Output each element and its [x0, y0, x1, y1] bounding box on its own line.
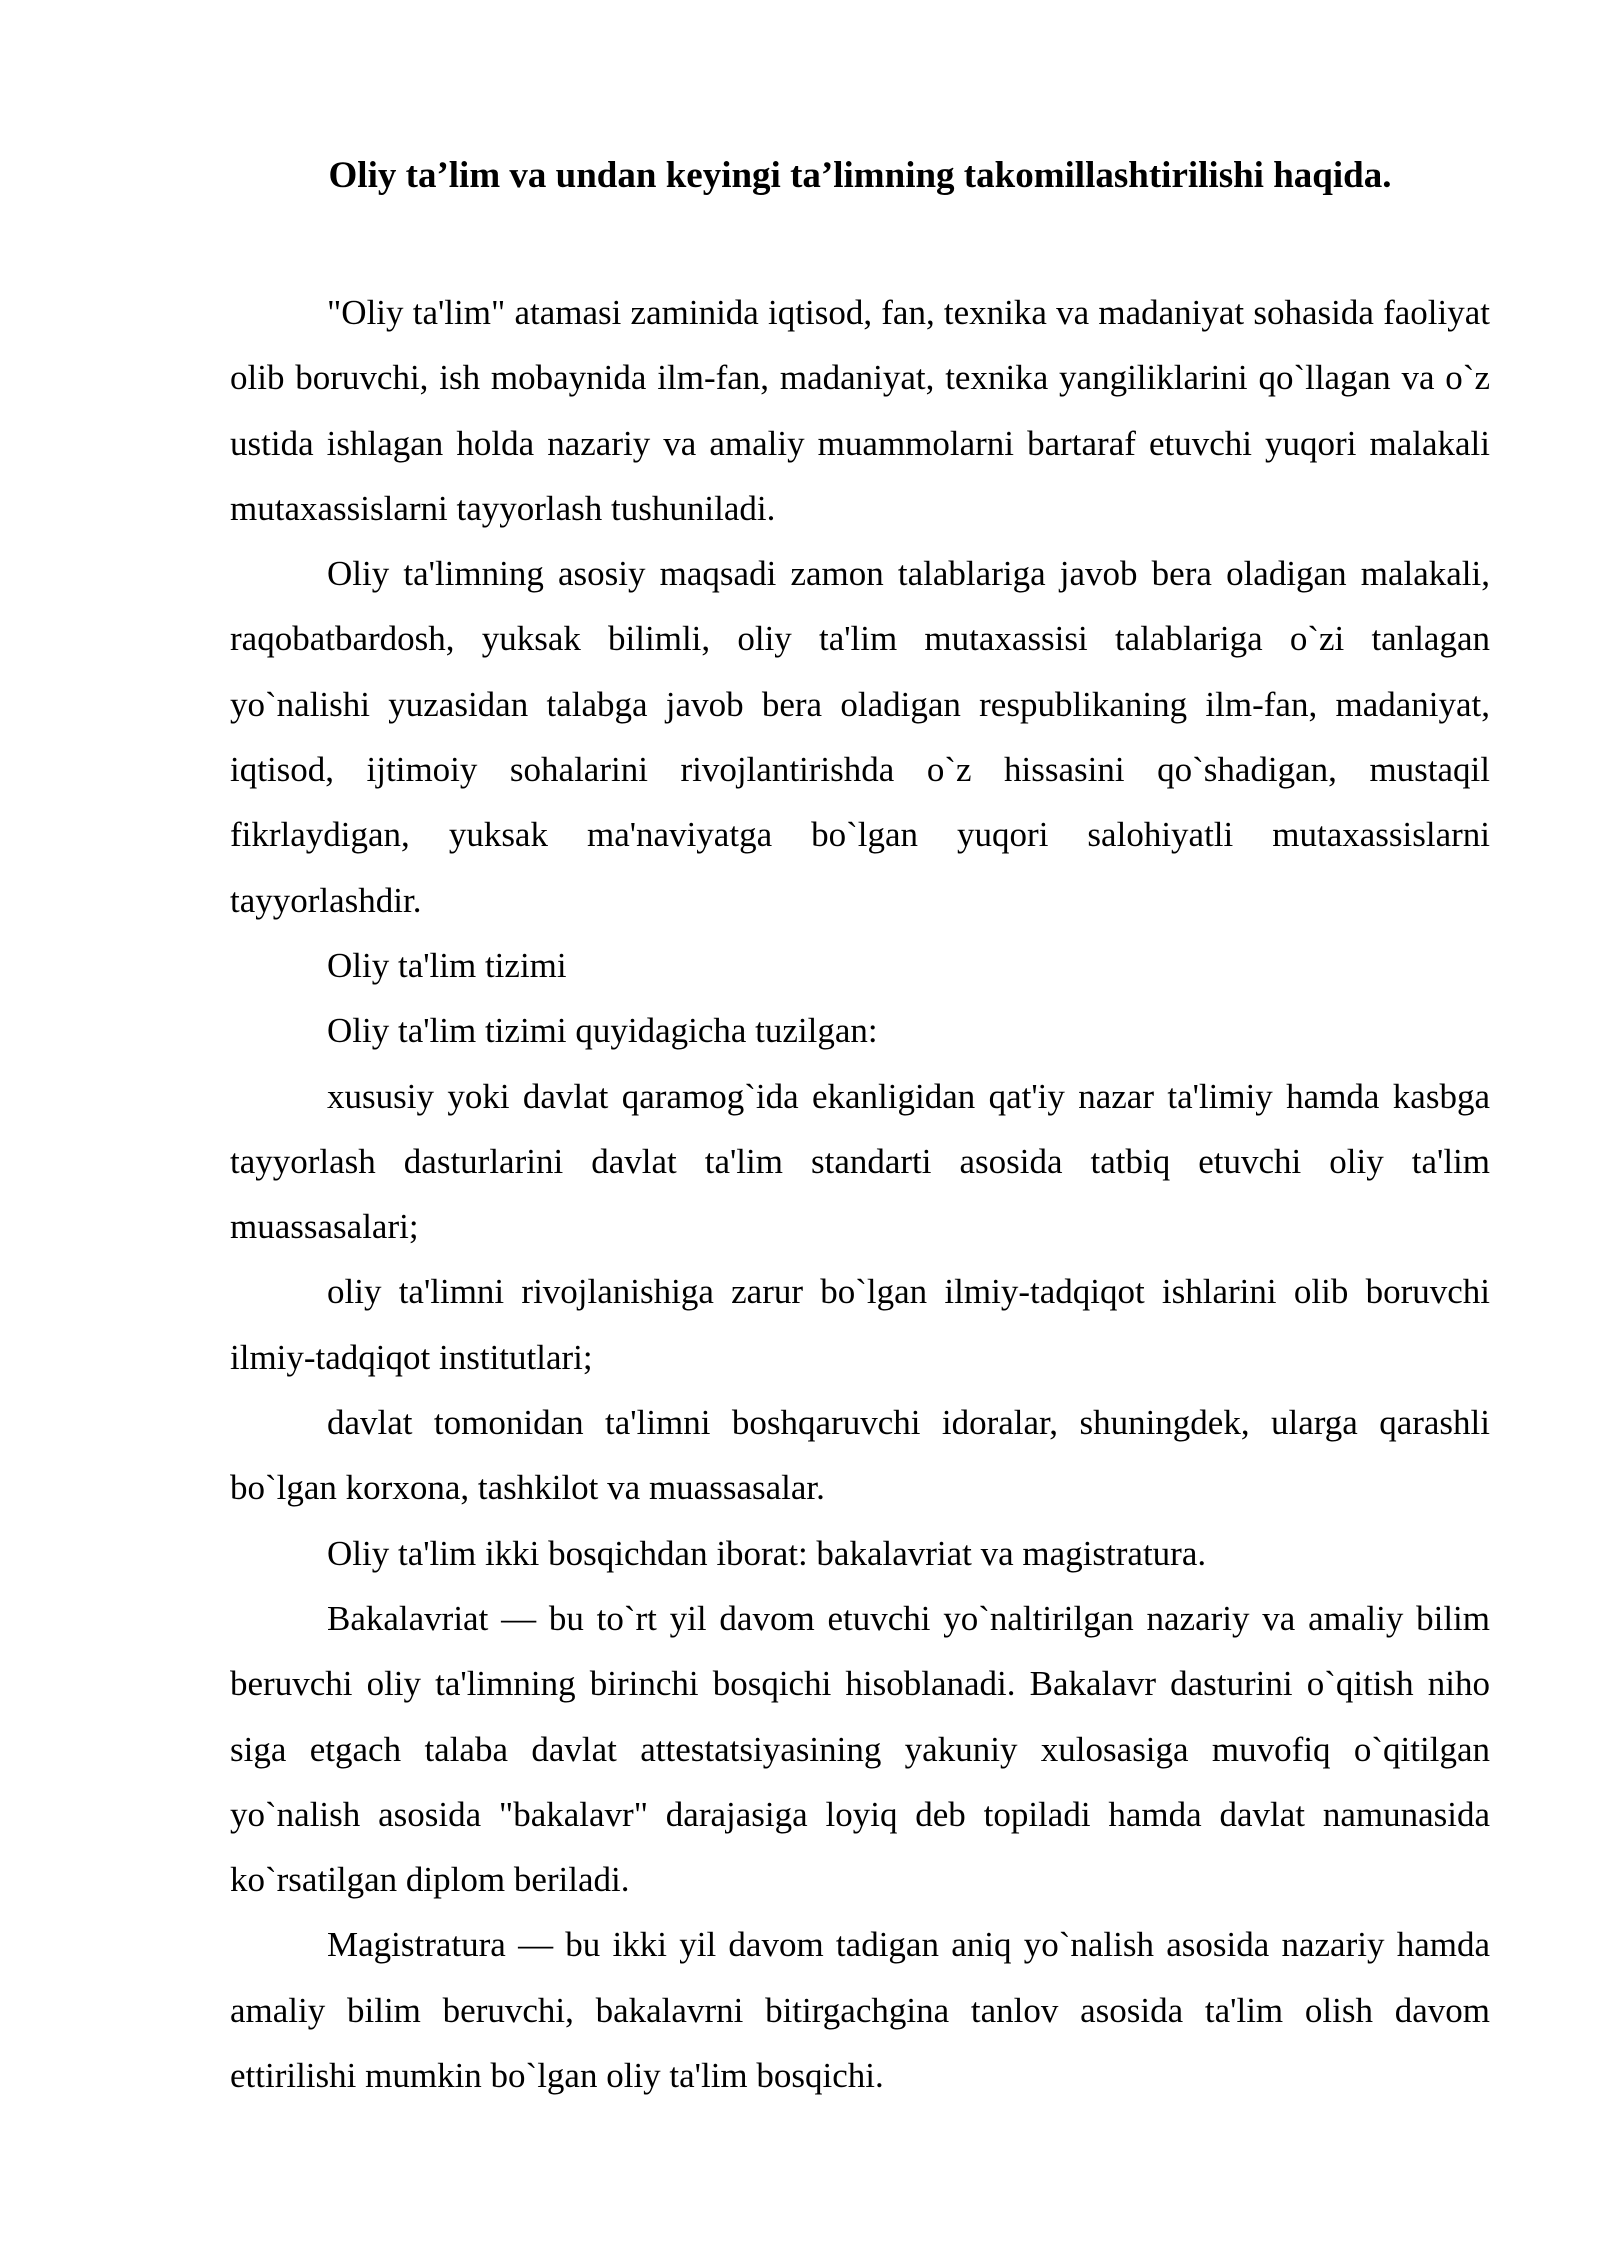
paragraph-list-item-governing-bodies: davlat tomonidan ta'limni boshqaruvchi idoralar, shuningdek, ularga qarashli bo`lgan korxona, tashkilot va muassasalar.: [230, 1403, 1490, 1508]
paragraph-magistratura: Magistratura — bu ikki yil davom tadigan aniq yo`nalish asosida nazariy hamda amaliy bilim beruvchi, bakalavrni bitirgachgina tanlov asosida ta'lim olish davom ettirilishi mumkin bo`lgan oliy ta'lim bosqichi.: [230, 1925, 1490, 2096]
document-title: Oliy ta’lim va undan keyingi ta’limning takomillashtirilishi haqida.: [328, 155, 1392, 196]
paragraph-bakalavriat: Bakalavriat — bu to`rt yil davom etuvchi yo`naltirilgan nazariy va amaliy bilim beruvchi oliy ta'limning birinchi bosqichi hisoblanadi. Bakalavr dasturini o`qitish niho siga etgach talaba davlat attestatsiyasining yakuniy xulosasiga muvofiq o`qitilgan yo`nalish asosida "bakalavr" darajasiga loyiq deb topiladi hamda davlat namunasida ko`rsatilgan diplom beriladi.: [230, 1598, 1490, 1900]
paragraph-system-heading: Oliy ta'lim tizimi: [327, 945, 567, 985]
paragraph-two-stages: Oliy ta'lim ikki bosqichdan iborat: bakalavriat va magistratura.: [327, 1533, 1207, 1573]
document-body: [230, 280, 1490, 2108]
paragraph-list-item-institutions: xususiy yoki davlat qaramog`ida ekanligidan qat'iy nazar ta'limiy hamda kasbga tayyorlash dasturlarini davlat ta'lim standarti asosida tatbiq etuvchi oliy ta'lim muassasalari;: [230, 1076, 1490, 1247]
paragraph-main-goal: Oliy ta'limning asosiy maqsadi zamon talablariga javob bera oladigan malakali, raqobatbardosh, yuksak bilimli, oliy ta'lim mutaxassisi talablariga o`zi tanlagan yo`nalishi yuzasidan talabga javob bera oladigan respublikaning ilm-fan, madaniyat, iqtisod, ijtimoiy sohalarini rivojlantirishda o`z hissasini qo`shadigan, mustaqil fikrlaydigan, yuksak ma'naviyatga bo`lgan yuqori salohiyatli mutaxassislarni tayyorlashdir.: [230, 554, 1490, 920]
paragraph-system-structure-intro: Oliy ta'lim tizimi quyidagicha tuzilgan:: [327, 1011, 878, 1051]
paragraph-list-item-research-institutes: oliy ta'limni rivojlanishiga zarur bo`lgan ilmiy-tadqiqot ishlarini olib boruvchi ilmiy-tadqiqot institutlari;: [230, 1272, 1490, 1377]
paragraph-oliy-talim-definition: "Oliy ta'lim" atamasi zaminida iqtisod, fan, texnika va madaniyat sohasida faoliyat olib boruvchi, ish mobaynida ilm-fan, madaniyat, texnika yangiliklarini qo`llagan va o`z ustida ishlagan holda nazariy va amaliy muammolarni bartaraf etuvchi yuqori malakali mutaxassislarni tayyorlash tushuniladi.: [230, 293, 1490, 528]
